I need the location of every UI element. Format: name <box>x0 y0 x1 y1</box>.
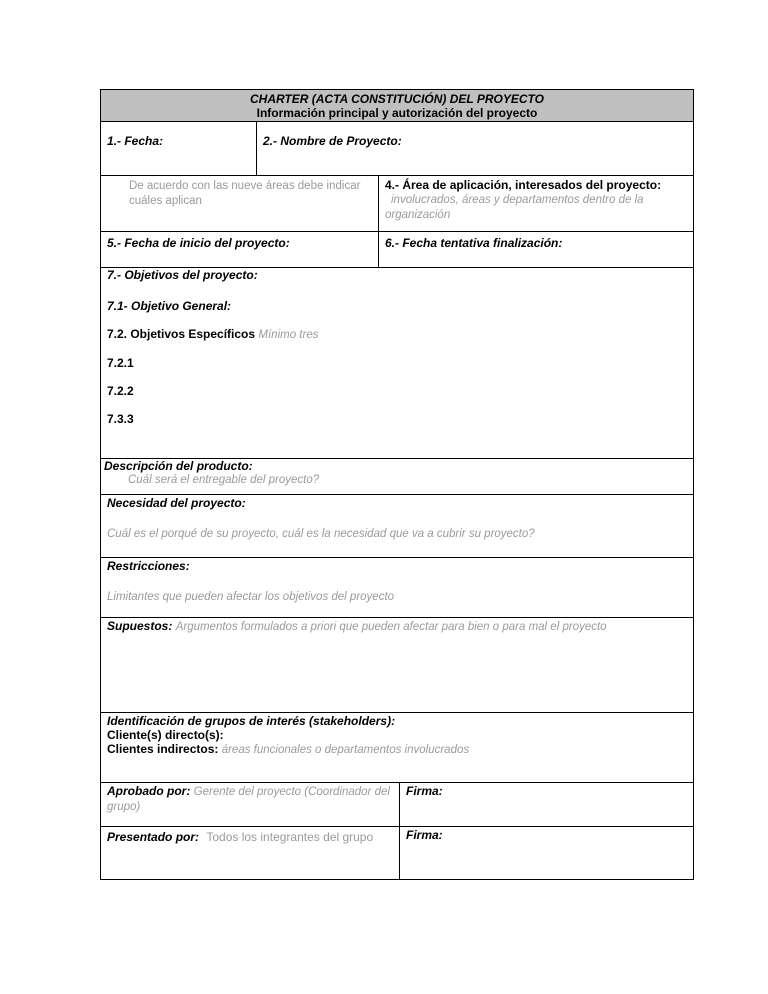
restricciones-hint: Limitantes que pueden afectar los objetivos del proyecto <box>107 591 395 603</box>
row-areas <box>100 176 694 232</box>
necesidad-label: Necesidad del proyecto: <box>107 496 246 510</box>
fecha-inicio-field[interactable]: 5.- Fecha de inicio del proyecto: <box>107 236 290 250</box>
stakeholders-section[interactable] <box>100 713 694 783</box>
charter-form <box>100 89 694 880</box>
objetivos-especificos-label: 7.2. Objetivos Específicos <box>107 327 256 341</box>
objetivo-general-label: 7.1- Objetivo General: <box>107 299 232 313</box>
nombre-proyecto-field[interactable]: 2.- Nombre de Proyecto: <box>256 122 693 175</box>
clientes-directos-label: Cliente(s) directo(s): <box>107 728 224 742</box>
presentado-label: Presentado por: <box>107 830 200 844</box>
area-aplicacion-label: 4.- Área de aplicación, interesados del proyecto: <box>385 178 662 192</box>
presentado-hint: Todos los integrantes del grupo <box>206 830 374 844</box>
restricciones-label: Restricciones: <box>107 559 190 573</box>
presentado-cell[interactable] <box>101 827 399 879</box>
producto-hint: Cuál será el entregable del proyecto? <box>128 474 320 486</box>
aprobado-hint: Gerente del proyecto (Coordinador del grupo) <box>107 786 390 813</box>
objetivo-item-1: 7.2.1 <box>107 356 134 370</box>
area-aplicacion-hint: involucrados, áreas y departamentos dentro de la organización <box>385 194 644 221</box>
supuestos-hint: Argumentos formulados a priori que pueden afectar para bien o para mal el proyecto <box>175 621 607 633</box>
stakeholders-label: Identificación de grupos de interés (stakeholders): <box>107 714 396 728</box>
clientes-indirectos-hint: áreas funcionales o departamentos involucrados <box>221 744 470 756</box>
fecha-fin-field[interactable]: 6.- Fecha tentativa finalización: <box>378 232 693 267</box>
restricciones-section[interactable] <box>100 558 694 618</box>
objetivos-especificos-hint: Mínimo tres <box>258 329 319 341</box>
producto-section[interactable] <box>100 459 694 495</box>
clientes-indirectos-line <box>107 742 687 757</box>
presentado-firma-field[interactable]: Firma: <box>399 827 693 879</box>
row-fecha-nombre <box>100 122 694 176</box>
aprobado-label: Aprobado por: <box>107 784 191 798</box>
row-fechas <box>100 232 694 268</box>
presentado-row <box>100 827 694 880</box>
aprobado-firma-field[interactable]: Firma: <box>399 783 693 826</box>
form-subtitle: Información principal y autorización del proyecto <box>256 106 538 120</box>
supuestos-label: Supuestos: <box>107 619 173 633</box>
aprobado-cell[interactable] <box>101 783 399 826</box>
areas-cell[interactable] <box>101 176 378 231</box>
objetivos-title: 7.- Objetivos del proyecto: <box>107 268 258 282</box>
form-title: CHARTER (ACTA CONSTITUCIÓN) DEL PROYECTO <box>249 92 544 106</box>
supuestos-section[interactable] <box>100 618 694 713</box>
area-aplicacion-cell[interactable] <box>378 176 693 231</box>
areas-hint: De acuerdo con las nueve áreas debe indicar cuáles aplican <box>129 180 361 207</box>
producto-label: Descripción del producto: <box>104 459 253 473</box>
fecha-field[interactable]: 1.- Fecha: <box>107 134 164 148</box>
objetivo-item-3: 7.3.3 <box>107 412 134 426</box>
necesidad-hint: Cuál es el porqué de su proyecto, cuál es la necesidad que va a cubrir su proyecto? <box>107 528 535 540</box>
objetivo-item-2: 7.2.2 <box>107 384 134 398</box>
necesidad-section[interactable] <box>100 495 694 558</box>
aprobado-row <box>100 783 694 827</box>
clientes-indirectos-label: Clientes indirectos: <box>107 742 219 756</box>
objetivos-especificos-line <box>107 327 687 342</box>
form-header <box>100 89 694 122</box>
objetivos-section[interactable] <box>100 268 694 459</box>
